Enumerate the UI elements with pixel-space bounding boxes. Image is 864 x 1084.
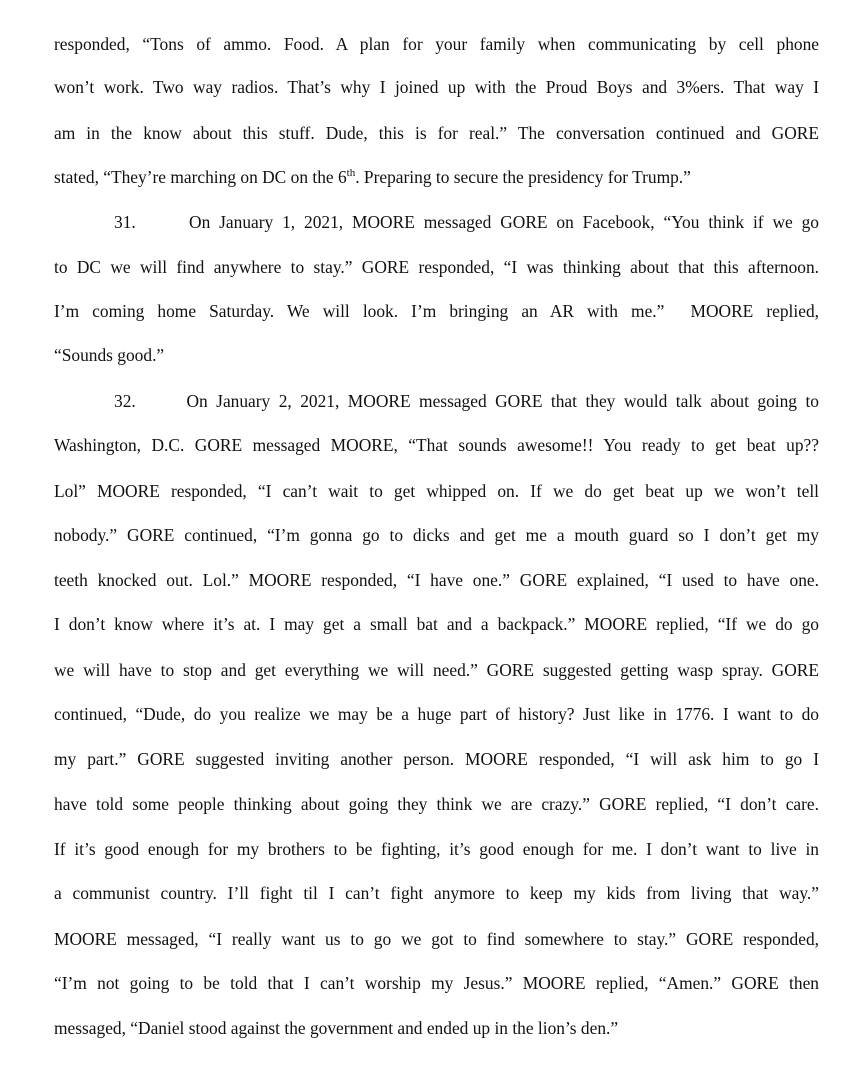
text-line-18: have told some people thinking about going they think we are crazy.” GORE replied, “I don’t care. xyxy=(54,794,819,814)
text-line-22: “I’m not going to be told that I can’t worship my Jesus.” MOORE replied, “Amen.” GORE then xyxy=(54,973,819,993)
text-line-13: teeth knocked out. Lol.” MOORE responded, “I have one.” GORE explained, “I used to have one. xyxy=(54,570,819,590)
paragraph-31-first-line: 31. On January 1, 2021, MOORE messaged GORE on Facebook, “You think if we go xyxy=(114,212,819,232)
paragraph-32-first-line: 32. On January 2, 2021, MOORE messaged GORE that they would talk about going to xyxy=(114,391,819,411)
text-line-15: we will have to stop and get everything we will need.” GORE suggested getting wasp spray. GORE xyxy=(54,660,819,680)
text-line-11: Lol” MOORE responded, “I can’t wait to get whipped on. If we do get beat up we won’t tell xyxy=(54,481,819,501)
text-line-17: my part.” GORE suggested inviting another person. MOORE responded, “I will ask him to go I xyxy=(54,749,819,769)
text-line-12: nobody.” GORE continued, “I’m gonna go to dicks and get me a mouth guard so I don’t get my xyxy=(54,525,819,545)
text-line-23: messaged, “Daniel stood against the government and ended up in the lion’s den.” xyxy=(54,1018,619,1038)
text-line-1: responded, “Tons of ammo. Food. A plan for your family when communicating by cell phone xyxy=(54,34,819,54)
text-line-2: won’t work. Two way radios. That’s why I joined up with the Proud Boys and 3%ers. That way I xyxy=(54,77,819,97)
text-line-21: MOORE messaged, “I really want us to go we got to find somewhere to stay.” GORE responded, xyxy=(54,929,819,949)
text-line-4: stated, “They’re marching on DC on the 6th. Preparing to secure the presidency for Trump.” xyxy=(54,167,691,187)
text-line-16: continued, “Dude, do you realize we may be a huge part of history? Just like in 1776. I want to do xyxy=(54,704,819,724)
text-line-14: I don’t know where it’s at. I may get a small bat and a backpack.” MOORE replied, “If we do go xyxy=(54,614,819,634)
text-line-20: a communist country. I’ll fight til I can’t fight anymore to keep my kids from living that way.” xyxy=(54,883,819,903)
text-line-7: I’m coming home Saturday. We will look. I’m bringing an AR with me.” MOORE replied, xyxy=(54,301,819,321)
text-line-6: to DC we will find anywhere to stay.” GORE responded, “I was thinking about that this afternoon. xyxy=(54,257,819,277)
text-line-19: If it’s good enough for my brothers to be fighting, it’s good enough for me. I don’t want to live in xyxy=(54,839,819,859)
text-line-8: “Sounds good.” xyxy=(54,345,165,365)
text-line-3: am in the know about this stuff. Dude, this is for real.” The conversation continued and GORE xyxy=(54,123,819,143)
text-line-10: Washington, D.C. GORE messaged MOORE, “That sounds awesome!! You ready to get beat up?? xyxy=(54,435,819,455)
